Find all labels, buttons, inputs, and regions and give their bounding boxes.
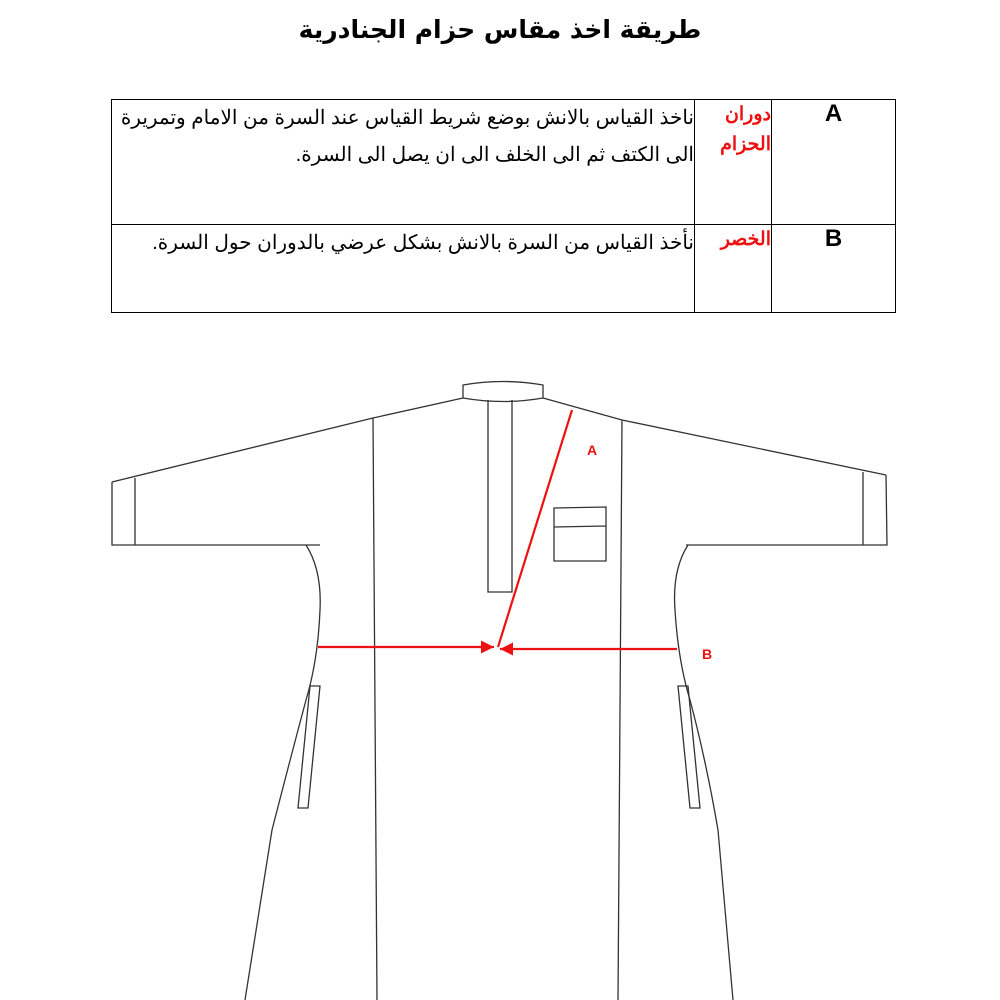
row-name-line: دوران [724,104,771,125]
row-letter: A [772,100,896,225]
row-description: نأخذ القياس من السرة بالانش بشكل عرضي بالدوران حول السرة. [112,225,695,313]
diagram-label-a: A [587,442,598,458]
row-letter: B [772,225,896,313]
placket [488,400,512,592]
right-body-side [675,545,733,1000]
row-name-line: الحزام [720,134,771,155]
row-description: ناخذ القياس بالانش بوضع شريط القياس عند السرة من الامام وتمريرة الى الكتف ثم الى الخلف الى ان يصل الى السرة. [112,100,695,225]
left-body-side [245,545,320,1000]
chest-pocket [554,507,606,561]
right-sleeve [686,475,887,545]
left-side-pocket [298,686,320,808]
left-front-panel-line [373,418,377,1000]
row-name-line: الخصر [720,229,771,250]
right-shoulder-seam [543,398,886,475]
left-sleeve [112,482,320,545]
measurement-lines [318,410,677,649]
page-title: طريقة اخذ مقاس حزام الجنادرية [298,15,702,44]
measure-line-a [498,410,572,647]
collar [463,382,543,402]
right-front-panel-line [618,420,622,1000]
right-side-pocket [678,686,700,808]
diagram-label-b: B [702,646,713,662]
garment-outline [112,382,887,1000]
left-shoulder-seam [112,398,463,482]
